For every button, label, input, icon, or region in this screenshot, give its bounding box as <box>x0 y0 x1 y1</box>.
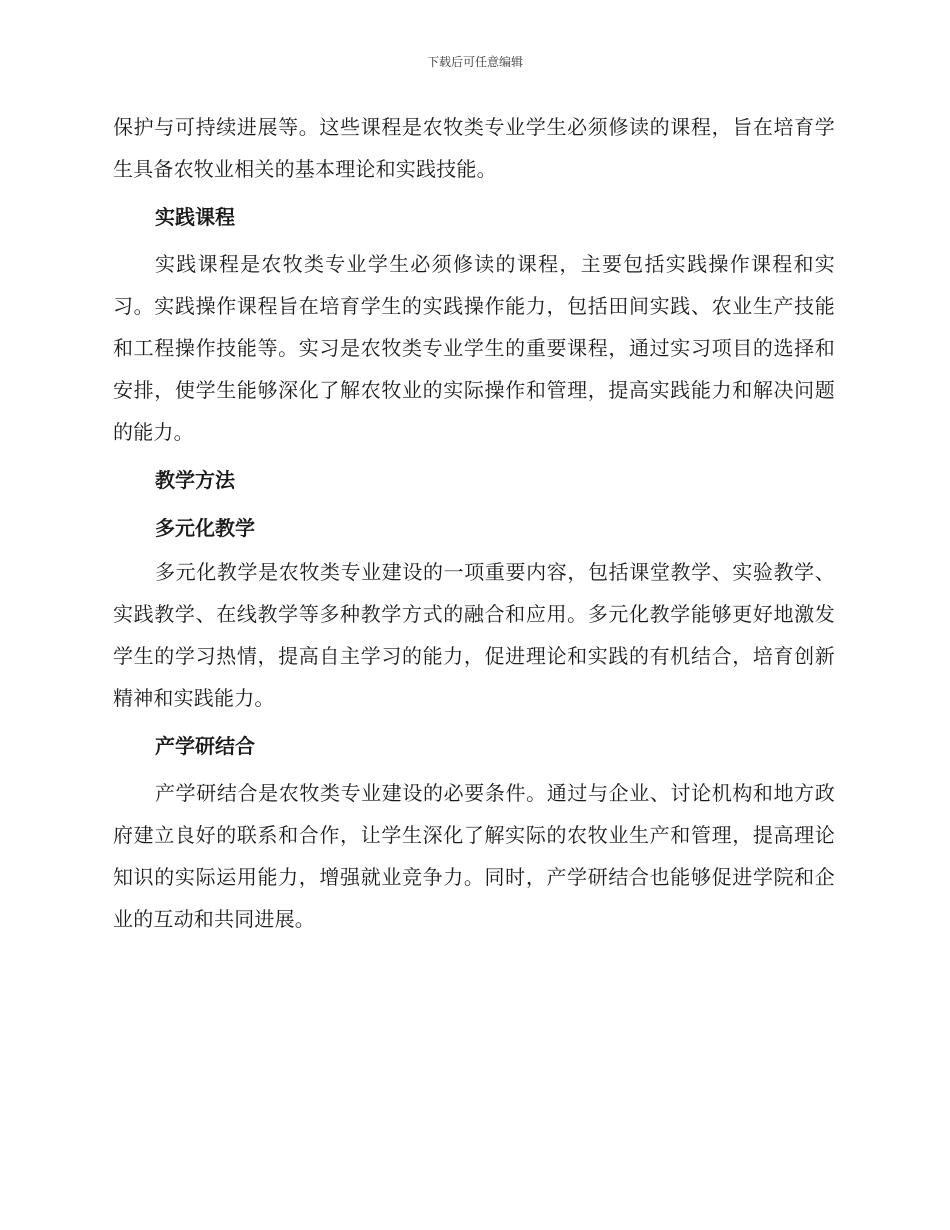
heading-diverse-teaching: 多元化教学 <box>155 516 255 540</box>
heading-industry-research: 产学研结合 <box>155 734 255 758</box>
paragraph-course-summary: 保护与可持续进展等。这些课程是农牧类专业学生必须修读的课程，旨在培育学生具备农牧业相关的基本理论和实践技能。 <box>113 115 835 181</box>
document-body <box>113 106 835 940</box>
paragraph-industry-research: 产学研结合是农牧类专业建设的必要条件。通过与企业、讨论机构和地方政府建立良好的联系和合作，让学生深化了解实际的农牧业生产和管理，提高理论知识的实际运用能力，增强就业竞争力。同时，产学研结合也能够促进学院和企业的互动和共同进展。 <box>113 781 835 931</box>
heading-teaching-methods: 教学方法 <box>155 468 235 492</box>
paragraph-diverse-teaching: 多元化教学是农牧类专业建设的一项重要内容，包括课堂教学、实验教学、实践教学、在线教学等多种教学方式的融合和应用。多元化教学能够更好地激发学生的学习热情，提高自主学习的能力，促进理论和实践的有机结合，培育创新精神和实践能力。 <box>113 560 835 710</box>
paragraph-practice-courses: 实践课程是农牧类专业学生必须修读的课程，主要包括实践操作课程和实习。实践操作课程旨在培育学生的实践操作能力，包括田间实践、农业生产技能和工程操作技能等。实习是农牧类专业学生的重要课程，通过实习项目的选择和安排，使学生能够深化了解农牧业的实际操作和管理，提高实践能力和解决问题的能力。 <box>113 252 835 444</box>
heading-practice-courses: 实践课程 <box>155 205 235 229</box>
page-header-note: 下载后可任意编辑 <box>426 55 523 69</box>
